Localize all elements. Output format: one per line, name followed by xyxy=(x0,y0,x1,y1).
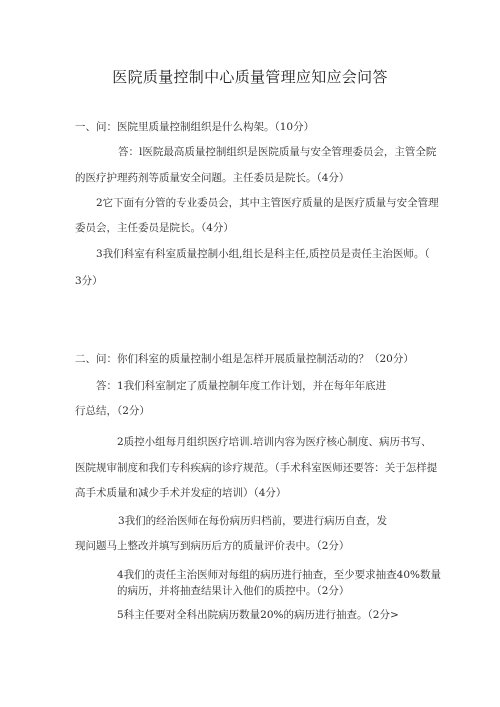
q1-answer-1-line-1: 答：l医院最高质量控制组织是医院质量与安全管理委员会，主管全院 xyxy=(118,146,437,158)
document-title: 医院质量控制中心质量管理应知应会问答 xyxy=(112,68,388,86)
q2-answer-3-line-2: 现问题马上整改并填写到病历后方的质量评价表中。（2分） xyxy=(75,540,350,552)
q2-answer-3-line-1: 3我们的经治医师在每份病历归档前，要进行病历自查，发 xyxy=(118,515,388,527)
q2-answer-4-line-2: 的病历，并将抽查结果计入他们的质控中。（2分） xyxy=(117,585,350,597)
q1-answer-2-line-2: 委员会，主任委员是院长。（4分） xyxy=(75,222,234,234)
q2-answer-5-line-1: 5科主任要对全科出院病历数量20%的病历进行抽查。（2分> xyxy=(117,609,399,621)
question-1: 一、问：医院里质量控制组织是什么构架。（10分） xyxy=(75,121,315,133)
q2-answer-2-line-2: 医院规审制度和我们专科疾病的诊疗规范。（手术科室医师还要答：关于怎样提 xyxy=(75,462,438,474)
q1-answer-1-line-2: 的医疗护理药剂等质量安全问题。主任委员是院长。（4分） xyxy=(75,172,350,184)
q2-answer-4-line-1: 4我们的责任主治医师对每组的病历进行抽查，至少要求抽查40%数量 xyxy=(117,569,442,581)
q2-answer-1-line-1: 答：1我们科室制定了质量控制年度工作计划，并在每年年底进 xyxy=(96,380,387,392)
q1-answer-3-line-1: 3我们科室有科室质量控制小组,组长是科主任,质控员是责任主治医师。（ xyxy=(96,248,430,260)
question-2: 二、问：你们科室的质量控制小组是怎样开展质量控制活动的？（20分） xyxy=(75,353,414,365)
q1-answer-2-line-1: 2它下面有分管的专业委员会，其中主管医疗质量的是医疗质量与安全管理 xyxy=(96,197,439,209)
q2-answer-1-line-2: 行总结，（2分） xyxy=(75,405,150,417)
q2-answer-2-line-1: 2质控小组每月组织医疗培训.培训内容为医疗核心制度、病历书写、 xyxy=(117,436,432,448)
q2-answer-2-line-3: 高手术质量和减少手术并发症的培训）（4分） xyxy=(75,487,287,499)
q1-answer-3-line-2: 3分） xyxy=(75,275,103,287)
